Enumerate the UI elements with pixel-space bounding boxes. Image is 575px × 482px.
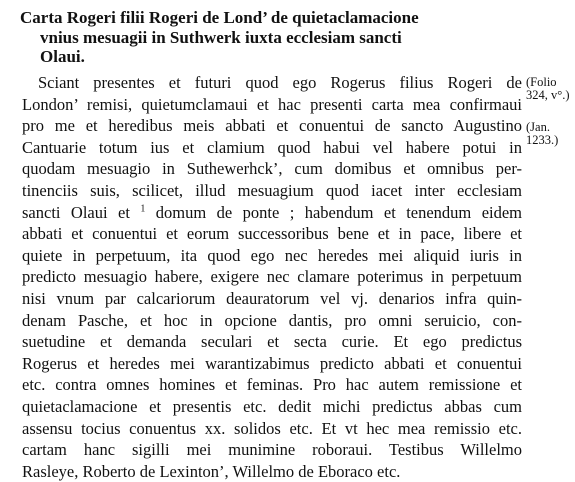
text-line-10: predicto mesuagio habere, exigere nec clamare poterimus in perpetuum (22, 267, 522, 287)
folio-line-1: (Folio (526, 75, 557, 89)
text-line-2: London’ remisi, quietumclamaui et hac presenti carta mea confirmaui (22, 94, 522, 114)
text-line-9: quiete in perpetuum, ita quod ego nec heredes mei aliquid iuris in (22, 245, 522, 265)
text-line-17: assensu tocius conuentus xx. solidos etc. Et vt hec mea remissio etc. (22, 418, 522, 438)
text-line-14: Rogerus et heredes mei warantizabimus predicto abbati et conuentui (22, 353, 522, 373)
text-line-16: quietaclamacione et presentis etc. dedit michi predictus abbas cum (22, 396, 522, 416)
text-line-7 (22, 202, 522, 224)
text-line-6: tinenciis suis, scilicet, illud mesuagium quod iacet inter ecclesiam (22, 180, 522, 200)
charter-text (22, 72, 522, 482)
heading-line-2: vnius mesuagii in Suthwerk iuxta ecclesiam sancti (40, 27, 402, 47)
text-line-7-start: sancti Olaui et (22, 202, 130, 222)
text-line-3: pro me et heredibus meis abbati et conuentui de sancto Augustino (22, 116, 522, 136)
folio-line-2: 324, v°.) (526, 88, 570, 102)
text-line-18: cartam hanc sigilli mei munimine roboraui. Testibus Willelmo (22, 440, 522, 460)
footnote-marker: 1 (140, 203, 146, 215)
text-line-4: Cantuarie totum ius et clamium quod habui vel habere potui in (22, 137, 522, 157)
margin-note-folio (526, 76, 570, 102)
document-heading (20, 8, 520, 67)
text-line-1: Sciant presentes et futuri quod ego Rogerus filius Rogeri de (38, 73, 522, 92)
text-line-19: Rasleye, Roberto de Lexinton’, Willelmo de Eboraco etc. (22, 461, 401, 481)
text-line-12: denam Pasche, et hoc in opcione dantis, pro omni seruicio, con- (22, 310, 522, 330)
heading-line-1: Carta Rogeri filii Rogeri de Lond’ de quietaclamacione (20, 8, 419, 27)
heading-line-3: Olaui. (40, 47, 85, 66)
margin-note-date (526, 121, 558, 147)
text-line-11: nisi vnum par calcariorum deauratorum vel vj. denarios infra quin- (22, 288, 522, 308)
text-line-15: etc. contra omnes homines et feminas. Pro hac autem remissione et (22, 375, 522, 395)
text-line-13: suetudine et demanda seculari et secta curie. Et ego predictus (22, 332, 522, 352)
date-line-1: (Jan. (526, 120, 550, 134)
text-line-7-end: domum de ponte ; habendum et tenendum eidem (155, 202, 523, 222)
text-line-5: quodam mesuagio in Suthewerhck’, cum domibus et omnibus per- (22, 159, 522, 179)
text-line-8: abbati et conuentui et eorum successoribus bene et in pace, libere et (22, 224, 522, 244)
date-line-2: 1233.) (526, 133, 559, 147)
